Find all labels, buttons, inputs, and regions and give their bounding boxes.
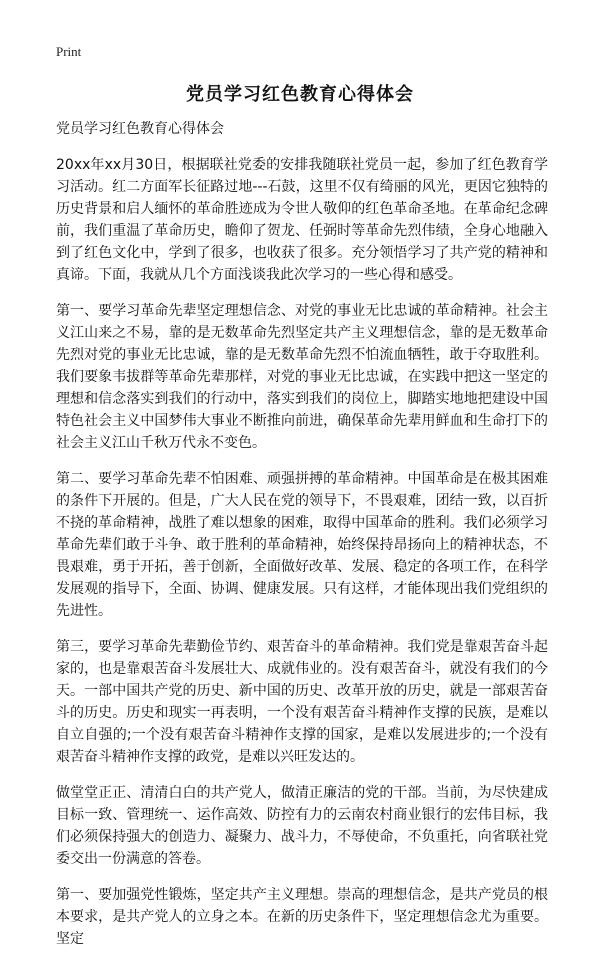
paragraph-integrity: 做堂堂正正、清清白白的共产党人，做清正廉洁的党的干部。当前，为尽快建成目标一致、管理统一、运作高效、防控有力的云南农村商业银行的宏伟目标，我们必须保持强大的创造力、凝聚力、战斗力，不辱使命，不负重托，向省联社党委交出一份满意的答卷。 bbox=[56, 785, 548, 867]
paragraph-point-3: 第三，要学习革命先辈勤俭节约、艰苦奋斗的革命精神。我们党是靠艰苦奋斗起家的，也是靠艰苦奋斗发展壮大、成就伟业的。没有艰苦奋斗，就没有我们的今天。一部中国共产党的历史、新中国的历史、改革开放的历史，就是一部艰苦奋斗的历史。历史和现实一再表明，一个没有艰苦奋斗精神作支撑的民族，是难以自立自强的;一个没有艰苦奋斗精神作支撑的国家，是难以发展进步的;一个没有艰苦奋斗精神作支撑的政党，是难以兴旺发达的。 bbox=[56, 639, 548, 765]
paragraph-point-2: 第二、要学习革命先辈不怕困难、顽强拼搏的革命精神。中国革命是在极其困难的条件下开展的。但是，广大人民在党的领导下，不畏艰难，团结一致，以百折不挠的革命精神，战胜了难以想象的困难，取得中国革命的胜利。我们必须学习革命先辈们敢于斗争、敢于胜利的革命精神，始终保持昂扬向上的精神状态，不畏艰难，勇于开拓，善于创新，全面做好改革、发展、稳定的各项工作，在科学发展观的指导下，全面、协调、健康发展。只有这样，才能体现出我们党组织的先进性。 bbox=[56, 471, 548, 619]
page-title: 党员学习红色教育心得体会 bbox=[186, 84, 414, 105]
paragraph-party-spirit: 第一、要加强党性锻炼，坚定共产主义理想。崇高的理想信念，是共产党员的根本要求，是共产党人的立身之本。在新的历史条件下，坚定理想信念尤为重要。坚定 bbox=[56, 887, 548, 947]
document-body bbox=[56, 118, 548, 964]
document-subtitle: 党员学习红色教育心得体会 bbox=[56, 121, 224, 137]
paragraph-intro: 20xx年xx月30日，根据联社党委的安排我随联社党员一起，参加了红色教育学习活动。红二方面军长征路过地---石鼓，这里不仅有绮丽的风光，更因它独特的历史背景和启人缅怀的革命胜迹成为令世人敬仰的红色革命圣地。在革命纪念碑前，我们重温了革命历史，瞻仰了贺龙、任弼时等革命先烈伟绩，全身心地融入到了红色文化中，学到了很多，也收获了很多。充分领悟学习了共产党的精神和真谛。下面，我就从几个方面浅谈我此次学习的一些心得和感受。 bbox=[56, 157, 548, 283]
print-link[interactable]: Print bbox=[56, 44, 82, 59]
paragraph-point-1: 第一、要学习革命先辈坚定理想信念、对党的事业无比忠诚的革命精神。社会主义江山来之不易，靠的是无数革命先烈坚定共产主义理想信念，靠的是无数革命先烈对党的事业无比忠诚，靠的是无数革命先烈不怕流血牺牲，敢于夺取胜利。我们要象韦拔群等革命先辈那样，对党的事业无比忠诚，在实践中把这一坚定的理想和信念落实到我们的行动中，落实到我们的岗位上，脚踏实地地把建设中国特色社会主义中国梦伟大事业不断推向前进，确保革命先辈用鲜血和生命打下的社会主义江山千秋万代永不变色。 bbox=[56, 303, 548, 451]
